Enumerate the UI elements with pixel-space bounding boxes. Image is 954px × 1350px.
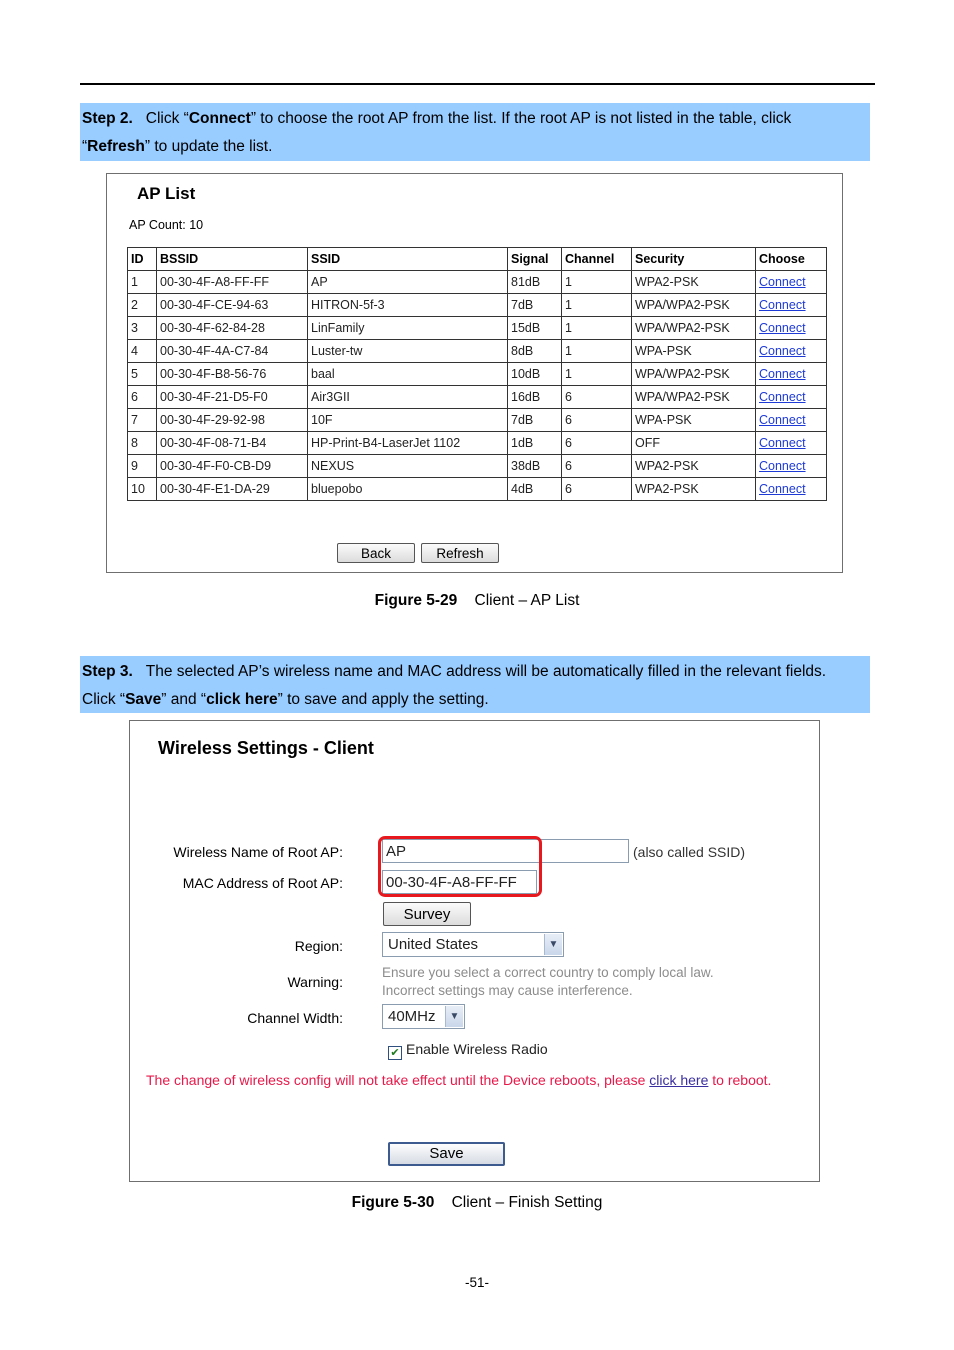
ap-table-header: [128, 248, 827, 271]
table-row: [128, 478, 827, 501]
col-choose: Choose: [756, 248, 827, 271]
ssid-hint: (also called SSID): [633, 844, 746, 860]
cell-choose: [756, 432, 827, 455]
cell-id: 10: [128, 478, 157, 501]
cell-security: WPA2-PSK: [632, 478, 756, 501]
connect-link[interactable]: Connect: [759, 275, 806, 289]
page-number: -51-: [464, 1275, 489, 1290]
col-ssid: SSID: [308, 248, 508, 271]
col-id: ID: [128, 248, 157, 271]
cell-channel: 1: [562, 271, 632, 294]
table-row: [128, 363, 827, 386]
enable-radio-label: Enable Wireless Radio: [406, 1041, 548, 1057]
cell-bssid: 00-30-4F-29-92-98: [157, 409, 308, 432]
region-select[interactable]: [382, 932, 564, 957]
cell-security: WPA/WPA2-PSK: [632, 386, 756, 409]
cell-channel: 1: [562, 294, 632, 317]
step-3-text-b: Click “: [82, 691, 126, 708]
cell-choose: [756, 386, 827, 409]
save-button[interactable]: Save: [388, 1142, 505, 1166]
cell-bssid: 00-30-4F-A8-FF-FF: [157, 271, 308, 294]
refresh-button[interactable]: Refresh: [421, 543, 499, 563]
region-value: United States: [388, 936, 479, 953]
step-3-box: [80, 656, 870, 713]
cell-bssid: 00-30-4F-E1-DA-29: [157, 478, 308, 501]
cell-security: WPA2-PSK: [632, 455, 756, 478]
region-label: Region:: [294, 938, 343, 954]
ssid-label: Wireless Name of Root AP:: [173, 844, 343, 860]
cell-choose: [756, 340, 827, 363]
table-row: [128, 455, 827, 478]
cell-channel: 6: [562, 409, 632, 432]
step-3-text-d: ” to save and apply the setting.: [277, 691, 489, 708]
cell-channel: 1: [562, 363, 632, 386]
cell-signal: 15dB: [508, 317, 562, 340]
connect-link[interactable]: Connect: [759, 367, 806, 381]
step-2-text-d: ” to update the list.: [144, 138, 273, 155]
cell-choose: [756, 294, 827, 317]
cell-bssid: 00-30-4F-CE-94-63: [157, 294, 308, 317]
cell-security: OFF: [632, 432, 756, 455]
cell-ssid: baal: [308, 363, 508, 386]
cell-signal: 16dB: [508, 386, 562, 409]
col-channel: Channel: [562, 248, 632, 271]
root-ap-ssid-input[interactable]: [382, 839, 629, 863]
connect-link[interactable]: Connect: [759, 298, 806, 312]
table-row: [128, 340, 827, 363]
connect-link[interactable]: Connect: [759, 321, 806, 335]
connect-link[interactable]: Connect: [759, 413, 806, 427]
cell-choose: [756, 271, 827, 294]
enable-radio-checkbox[interactable]: ✔: [388, 1046, 402, 1060]
cell-security: WPA-PSK: [632, 409, 756, 432]
step-2-box: [80, 103, 870, 161]
cell-id: 4: [128, 340, 157, 363]
cell-id: 8: [128, 432, 157, 455]
cell-signal: 7dB: [508, 409, 562, 432]
step-3-text-c: ” and “: [161, 691, 207, 708]
table-row: [128, 386, 827, 409]
reboot-notice-text-b: to reboot.: [708, 1072, 772, 1088]
step-3-line-2: [82, 686, 868, 714]
warning-text: [382, 964, 714, 1000]
cell-id: 5: [128, 363, 157, 386]
connect-link[interactable]: Connect: [759, 459, 806, 473]
connect-link[interactable]: Connect: [759, 344, 806, 358]
chevron-down-icon[interactable]: ▼: [445, 1006, 463, 1027]
cell-id: 2: [128, 294, 157, 317]
step-3-click-here: click here: [206, 691, 278, 708]
figure-30-number: Figure 5-30: [351, 1194, 435, 1211]
ap-count: AP Count: 10: [129, 218, 204, 232]
cell-security: WPA-PSK: [632, 340, 756, 363]
figure-30-caption: [0, 1194, 954, 1212]
cell-channel: 6: [562, 478, 632, 501]
cell-choose: [756, 409, 827, 432]
step-3-line-1: [82, 658, 868, 686]
ap-list-panel: [106, 173, 843, 573]
table-row: [128, 294, 827, 317]
cell-channel: 1: [562, 317, 632, 340]
connect-link[interactable]: Connect: [759, 436, 806, 450]
cell-channel: 1: [562, 340, 632, 363]
mac-label: MAC Address of Root AP:: [182, 875, 343, 891]
cell-id: 3: [128, 317, 157, 340]
cell-ssid: Air3GII: [308, 386, 508, 409]
warning-line-1: Ensure you select a correct country to comply local law.: [382, 965, 714, 980]
channel-width-select[interactable]: [382, 1004, 465, 1029]
step-3-text-a: The selected AP’s wireless name and MAC address will be automatically filled in the relevant fields.: [145, 663, 827, 680]
step-2-line-2: [82, 133, 868, 161]
survey-button[interactable]: Survey: [383, 902, 471, 926]
cell-ssid: NEXUS: [308, 455, 508, 478]
cell-id: 1: [128, 271, 157, 294]
table-row: [128, 271, 827, 294]
step-2-number: Step 2.: [82, 110, 133, 127]
cell-choose: [756, 317, 827, 340]
step-2-text-c: “: [82, 138, 88, 155]
cell-signal: 10dB: [508, 363, 562, 386]
cell-ssid: Luster-tw: [308, 340, 508, 363]
cell-signal: 38dB: [508, 455, 562, 478]
channel-width-value: 40MHz: [388, 1008, 436, 1025]
cell-security: WPA/WPA2-PSK: [632, 294, 756, 317]
enable-radio-row: [388, 1041, 548, 1060]
figure-29-number: Figure 5-29: [374, 592, 458, 609]
cell-id: 6: [128, 386, 157, 409]
col-security: Security: [632, 248, 756, 271]
step-2-refresh: Refresh: [87, 138, 145, 155]
cell-id: 9: [128, 455, 157, 478]
ap-table-body: [128, 271, 827, 501]
col-bssid: BSSID: [157, 248, 308, 271]
cell-bssid: 00-30-4F-F0-CB-D9: [157, 455, 308, 478]
cell-bssid: 00-30-4F-4A-C7-84: [157, 340, 308, 363]
step-2-text-a: Click “: [145, 110, 189, 127]
chevron-down-icon[interactable]: ▼: [544, 934, 562, 955]
connect-link[interactable]: Connect: [759, 390, 806, 404]
cell-bssid: 00-30-4F-B8-56-76: [157, 363, 308, 386]
cell-bssid: 00-30-4F-21-D5-F0: [157, 386, 308, 409]
figure-29-caption: [0, 592, 954, 610]
ap-list-title: AP List: [137, 184, 196, 203]
table-row: [128, 432, 827, 455]
reboot-notice: [146, 1072, 771, 1088]
ap-table: [127, 247, 827, 501]
warning-line-2: Incorrect settings may cause interference.: [382, 983, 633, 998]
reboot-link[interactable]: click here: [649, 1072, 709, 1088]
cell-signal: 81dB: [508, 271, 562, 294]
cell-signal: 7dB: [508, 294, 562, 317]
cell-channel: 6: [562, 386, 632, 409]
table-row: [128, 409, 827, 432]
cell-id: 7: [128, 409, 157, 432]
cell-signal: 1dB: [508, 432, 562, 455]
col-signal: Signal: [508, 248, 562, 271]
header-rule: [80, 83, 875, 85]
cell-security: WPA/WPA2-PSK: [632, 317, 756, 340]
cell-ssid: 10F: [308, 409, 508, 432]
step-3-save: Save: [125, 691, 162, 708]
cell-bssid: 00-30-4F-62-84-28: [157, 317, 308, 340]
cell-ssid: bluepobo: [308, 478, 508, 501]
back-button[interactable]: Back: [337, 543, 415, 563]
table-row: [128, 317, 827, 340]
cell-signal: 4dB: [508, 478, 562, 501]
figure-29-text: Client – AP List: [474, 592, 580, 609]
reboot-notice-text-a: The change of wireless config will not take effect until the Device reboots, please: [146, 1072, 650, 1088]
cell-ssid: HP-Print-B4-LaserJet 1102: [308, 432, 508, 455]
step-2-line-1: [82, 105, 868, 133]
cell-ssid: HITRON-5f-3: [308, 294, 508, 317]
cell-choose: [756, 363, 827, 386]
cell-signal: 8dB: [508, 340, 562, 363]
warning-label: Warning:: [287, 974, 343, 990]
cell-security: WPA/WPA2-PSK: [632, 363, 756, 386]
root-ap-mac-input[interactable]: [382, 870, 537, 894]
step-2-text-b: ” to choose the root AP from the list. If the root AP is not listed in the table, click: [250, 110, 792, 127]
figure-30-text: Client – Finish Setting: [451, 1194, 603, 1211]
wireless-settings-title: Wireless Settings - Client: [158, 738, 374, 758]
cell-ssid: LinFamily: [308, 317, 508, 340]
cell-channel: 6: [562, 432, 632, 455]
cell-choose: [756, 455, 827, 478]
wireless-settings-panel: [129, 720, 820, 1182]
step-2-connect: Connect: [188, 110, 251, 127]
cell-bssid: 00-30-4F-08-71-B4: [157, 432, 308, 455]
cell-choose: [756, 478, 827, 501]
cell-channel: 6: [562, 455, 632, 478]
connect-link[interactable]: Connect: [759, 482, 806, 496]
cell-security: WPA2-PSK: [632, 271, 756, 294]
channel-width-label: Channel Width:: [247, 1010, 343, 1026]
step-3-number: Step 3.: [82, 663, 133, 680]
cell-ssid: AP: [308, 271, 508, 294]
